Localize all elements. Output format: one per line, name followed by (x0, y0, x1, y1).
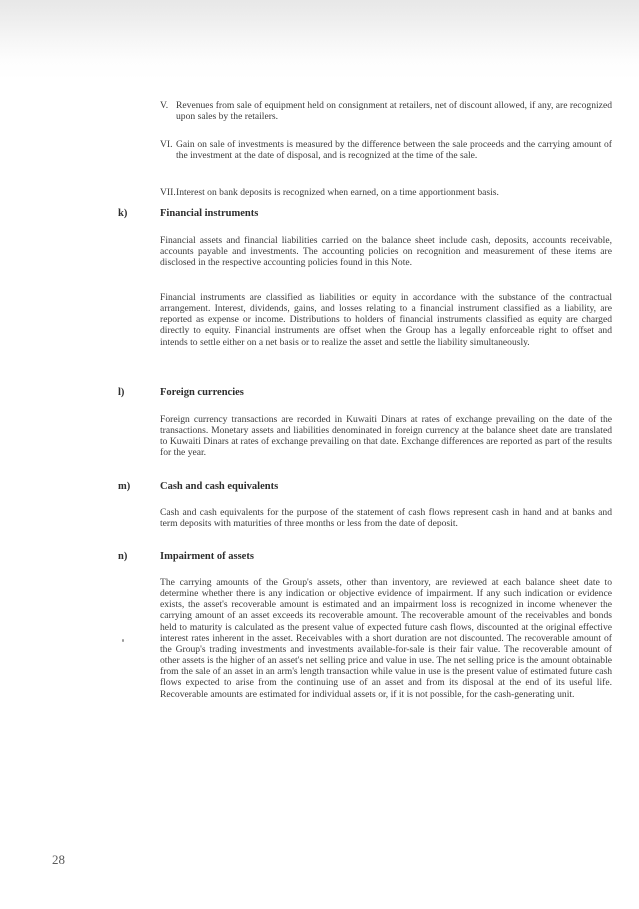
section-letter-n: n) (118, 551, 128, 562)
section-title-foreign-currencies: Foreign currencies (160, 387, 244, 398)
paragraph: The carrying amounts of the Group's assets, other than inventory, are reviewed at each balance sheet date to determine whether there is any indication or objective evidence of impairment. If any such indication or evidence exists, the asset's recoverable amount is estimated and an impairment loss is recognized in income whenever the carrying amount of an asset exceeds its recoverable amount. The recoverable amount of the receivables and bonds held to maturity is calculated as the present value of expected future cash flows, discounted at the original effective interest rates inherent in the asset. Receivables with a short duration are not discounted. The recoverable amount of the Group's trading investments and investments available-for-sale is their fair value. The recoverable amount of other assets is the higher of an asset's net selling price and value in use. The net selling price is the amount obtainable from the sale of an asset in an arm's length transaction while value in use is the present value of estimated future cash flows expected to arise from the continuing use of an asset and from its disposal at the end of its useful life. Recoverable amounts are estimated for individual assets or, if it is not possible, for the cash-generating unit. (160, 577, 612, 700)
section-title-impairment-of-assets: Impairment of assets (160, 551, 254, 562)
paragraph: Financial assets and financial liabilities carried on the balance sheet include cash, deposits, accounts receivable, accounts payable and investments. The accounting policies on recognition and measurement of these items are disclosed in the respective accounting policies found in this Note. (160, 235, 612, 269)
revenue-item-vii (160, 187, 612, 198)
section-letter-l: l) (118, 387, 125, 398)
item-number: VI. (160, 139, 173, 150)
scan-speck (122, 639, 124, 642)
revenue-item-vi (160, 139, 612, 161)
item-text: Revenues from sale of equipment held on consignment at retailers, net of discount allowed, if any, are recognized upon sales by the retailers. (176, 100, 612, 123)
item-text: Interest on bank deposits is recognized when earned, on a time apportionment basis. (176, 187, 499, 198)
scan-shadow (0, 0, 639, 60)
paragraph: Financial instruments are classified as liabilities or equity in accordance with the substance of the contractual arrangement. Interest, dividends, gains, and losses relating to a financial instrument classified as a liability, are reported as expense or income. Distributions to holders of financial instruments classified as equity are charged directly to equity. Financial instruments are offset when the Group has a legally enforceable right to offset and intends to settle either on a net basis or to realize the asset and settle the liability simultaneously. (160, 292, 612, 348)
item-number: VII. (160, 187, 176, 198)
item-number: V. (160, 100, 169, 111)
page-number: 28 (52, 852, 65, 867)
section-letter-k: k) (118, 208, 128, 219)
section-title-cash-equivalents: Cash and cash equivalents (160, 481, 279, 492)
section-title-financial-instruments: Financial instruments (160, 208, 259, 219)
revenue-item-v (160, 100, 612, 122)
item-text: Gain on sale of investments is measured by the difference between the sale proceeds and the carrying amount of the investment at the date of disposal, and is recognized at the time of the sale. (176, 139, 612, 162)
paragraph: Foreign currency transactions are recorded in Kuwaiti Dinars at rates of exchange prevailing on the date of the transactions. Monetary assets and liabilities denominated in foreign currency at the balance sheet date are translated to Kuwaiti Dinars at rates of exchange prevailing on that date. Exchange differences are reported as part of the results for the year. (160, 414, 612, 459)
paragraph: Cash and cash equivalents for the purpose of the statement of cash flows represent cash in hand and at banks and term deposits with maturities of three months or less from the date of deposit. (160, 507, 612, 530)
section-letter-m: m) (118, 481, 131, 492)
